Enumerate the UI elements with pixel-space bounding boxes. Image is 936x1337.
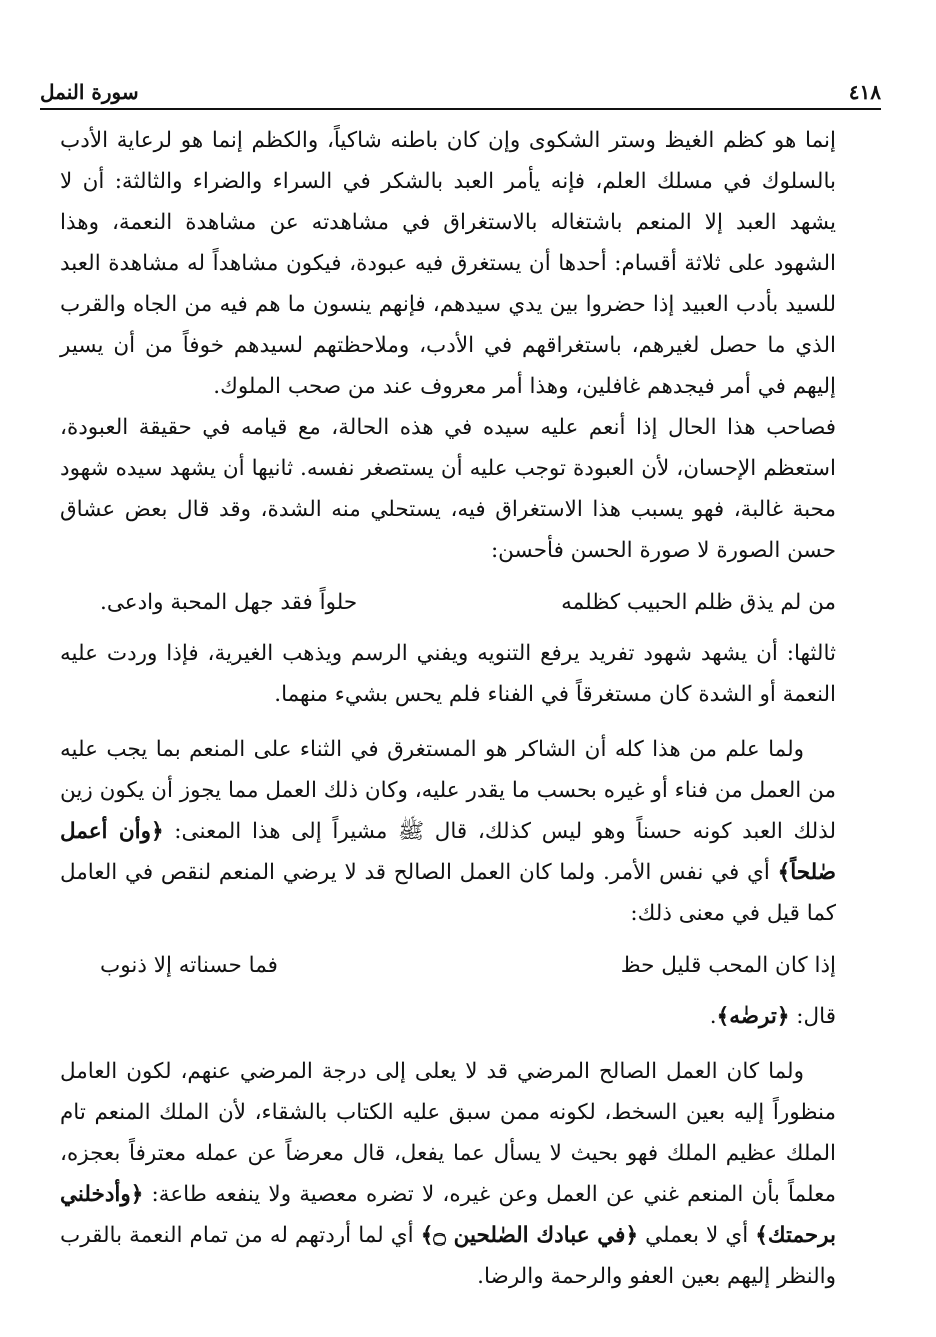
paragraph-3: ثالثها: أن يشهد شهود تفريد يرفع التنويه ويفني الرسم ويذهب الغيرية، فإذا وردت عليه النعمة أو الشدة كان مستغرقاً في الفناء فلم يحس بشيء منهما. <box>60 641 836 707</box>
spacer <box>60 715 836 729</box>
quran-quote: ﴿ترضٰه﴾ <box>716 1004 790 1029</box>
paragraph-1: إنما هو كظم الغيظ وستر الشكوى وإن كان باطنه شاكياً، والكظم إنما هو لرعاية الأدب بالسلوك في مسلك العلم، فإنه يأمر العبد بالشكر في السراء والضراء والثالثة: أن لا يشهد العبد إلا المنعم باشتغاله بالاستغراق في مشاهدته عن مشاهدة النعمة، وهذا الشهود على ثلاثة أقسام: أحدها أن يستغرق فيه عبودة، فيكون مشاهداً له مشاهدة العبد للسيد بأدب العبيد إذا حضروا بين يدي سيدهم، فإنهم ينسون ما هم فيه من الجاه والقرب الذي ما حصل لغيرهم، باستغراقهم في الأدب، وملاحظتهم لسيدهم خوفاً من أن يسير إليهم في أمر فيجدهم غافلين، وهذا أمر معروف عند من صحب الملوك. <box>60 128 836 399</box>
verse-2-second-hemistich: فما حسناته إلا ذنوب <box>100 952 278 978</box>
paragraph-5-text-c: أي لما أردتهم له من تمام النعمة بالقرب والنظر إليهم بعين العفو والرحمة والرضا. <box>60 1223 836 1289</box>
spacer <box>60 1037 836 1051</box>
verse-1-first-hemistich: من لم يذق ظلم الحبيب كظلمه <box>561 589 836 615</box>
qala-prefix: قال: <box>789 1004 836 1029</box>
verse-1-second-hemistich: حلواً فقد جهل المحبة وادعى. <box>100 589 358 615</box>
paragraph-2: فصاحب هذا الحال إذا أنعم عليه سيده في هذه الحالة، مع قيامه في حقيقة العبودة، استعظم الإحسان، لأن العبودة توجب عليه أن يستصغر نفسه. ثانيها أن يشهد سيده شهود محبة غالبة، فهو يسبب هذا الاستغراق فيه، يستحلي منه الشدة، وقد قال بعض عشاق حسن الصورة لا صورة الحسن فأحسن: <box>60 415 836 563</box>
header-rule <box>40 108 881 110</box>
qala-suffix: . <box>709 1004 717 1029</box>
paragraph-5-text-b: أي لا بعملي <box>638 1223 756 1248</box>
paragraph-4-text-a: ولما علم من هذا كله أن الشاكر هو المستغرق في الثناء على المنعم بما يجب عليه من العمل من فناء أو غيره بحسب ما يقدر عليه، وكان ذلك العمل مما يجوز أن يكون زين لذلك العبد كونه حسناً وهو ليس كذلك، قال ﷺ مشيراً إلى هذا المعنى: <box>60 737 836 844</box>
paragraph-4-text-b: أي في نفس الأمر. ولما كان العمل الصالح قد لا يرضي المنعم لنقص في العامل كما قيل في معنى ذلك: <box>60 860 836 926</box>
verse-2 <box>60 934 836 996</box>
paragraph-5 <box>60 1051 836 1297</box>
page-number: ٤١٨ <box>848 80 881 104</box>
page-header <box>40 70 881 104</box>
qala-line <box>60 996 836 1037</box>
verse-2-first-hemistich: إذا كان المحب قليل حظ <box>620 952 836 978</box>
paragraph-5-text-a: ولما كان العمل الصالح المرضي قد لا يعلى إلى درجة المرضي عنهم، لكون العامل منظوراً إليه بعين السخط، لكونه ممن سبق عليه الكتاب بالشقاء، لأن الملك المنعم تام الملك عظيم الملك فهو بحيث لا يسأل عما يفعل، قال معرضاً عن عمله معترفاً بعجزه، معلماً بأن المنعم غني عن العمل وعن غيره، لا تضره معصية ولا ينفعه طاعة: <box>60 1059 836 1207</box>
quran-quote: ﴿وأن أعمل صٰلحاً﴾ <box>60 819 836 885</box>
verse-1 <box>60 571 836 633</box>
quran-quote: ﴿وأدخلني برحمتك﴾ <box>60 1182 837 1248</box>
paragraph-4 <box>60 729 836 934</box>
quran-quote: ﴿في عبادك الصٰلحين ۝﴾ <box>420 1223 639 1248</box>
page-body <box>60 120 836 1297</box>
surah-title: سورة النمل <box>40 80 139 104</box>
